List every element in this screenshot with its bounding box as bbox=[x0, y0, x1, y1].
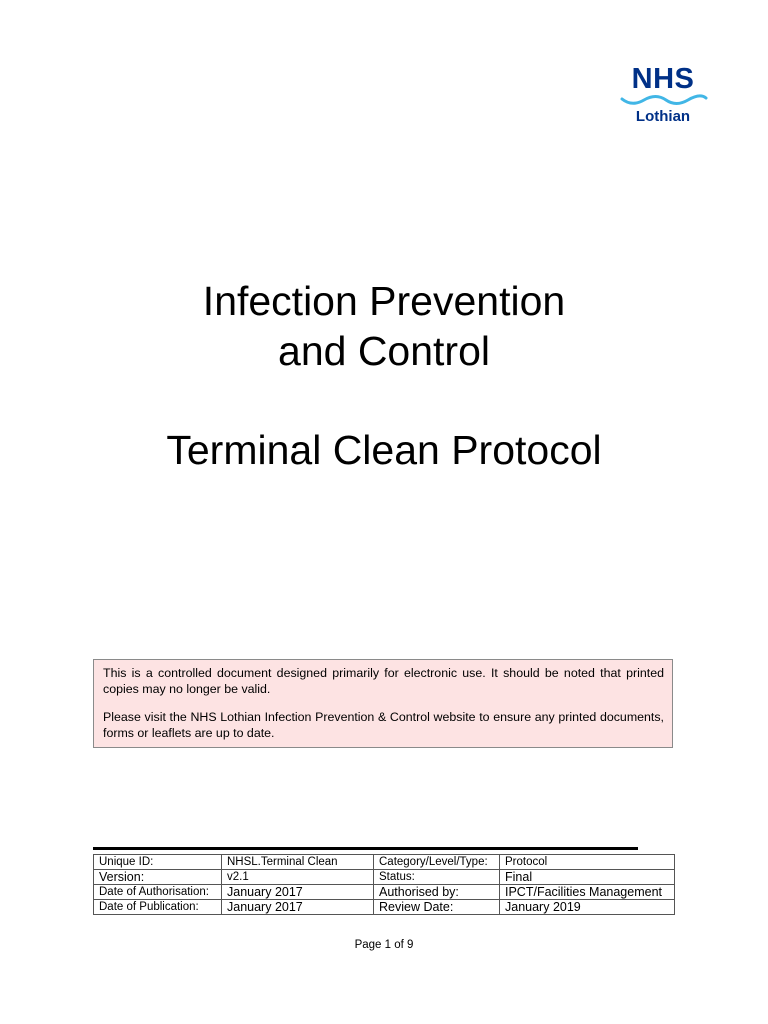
title-line-1: Infection Prevention bbox=[202, 278, 566, 324]
table-row bbox=[94, 885, 675, 900]
table-value: NHSL.Terminal Clean bbox=[222, 855, 374, 870]
document-subtitle: Terminal Clean Protocol bbox=[166, 427, 602, 473]
table-label: Review Date: bbox=[374, 900, 500, 915]
logo-brand: NHS bbox=[631, 63, 695, 95]
table-row bbox=[94, 900, 675, 915]
table-label: Date of Publication: bbox=[94, 900, 222, 915]
table-label: Unique ID: bbox=[94, 855, 222, 870]
logo-region: Lothian bbox=[635, 108, 691, 125]
table-label: Status: bbox=[374, 870, 500, 885]
wave-icon bbox=[620, 93, 708, 107]
controlled-document-notice bbox=[93, 659, 673, 748]
notice-paragraph-2: Please visit the NHS Lothian Infection Prevention & Control website to ensure any printed documents, forms or leaflets are up to date. bbox=[103, 710, 664, 740]
horizontal-rule bbox=[93, 847, 638, 850]
document-control-table bbox=[93, 854, 675, 915]
page-number: Page 1 of 9 bbox=[354, 939, 414, 951]
title-line-2: and Control bbox=[278, 328, 490, 374]
table-row bbox=[94, 855, 675, 870]
table-value: Final bbox=[500, 870, 675, 885]
table-label: Authorised by: bbox=[374, 885, 500, 900]
table-value: Protocol bbox=[500, 855, 675, 870]
table-label: Version: bbox=[94, 870, 222, 885]
document-title bbox=[0, 276, 768, 376]
table-value: v2.1 bbox=[222, 870, 374, 885]
table-value: January 2017 bbox=[222, 885, 374, 900]
table-label: Date of Authorisation: bbox=[94, 885, 222, 900]
notice-paragraph-1: This is a controlled document designed primarily for electronic use. It should be noted that printed copies may no longer be valid. bbox=[103, 666, 664, 696]
nhs-lothian-logo bbox=[618, 64, 712, 136]
table-value: January 2019 bbox=[500, 900, 675, 915]
table-row bbox=[94, 870, 675, 885]
table-value: IPCT/Facilities Management bbox=[500, 885, 675, 900]
table-value: January 2017 bbox=[222, 900, 374, 915]
table-label: Category/Level/Type: bbox=[374, 855, 500, 870]
